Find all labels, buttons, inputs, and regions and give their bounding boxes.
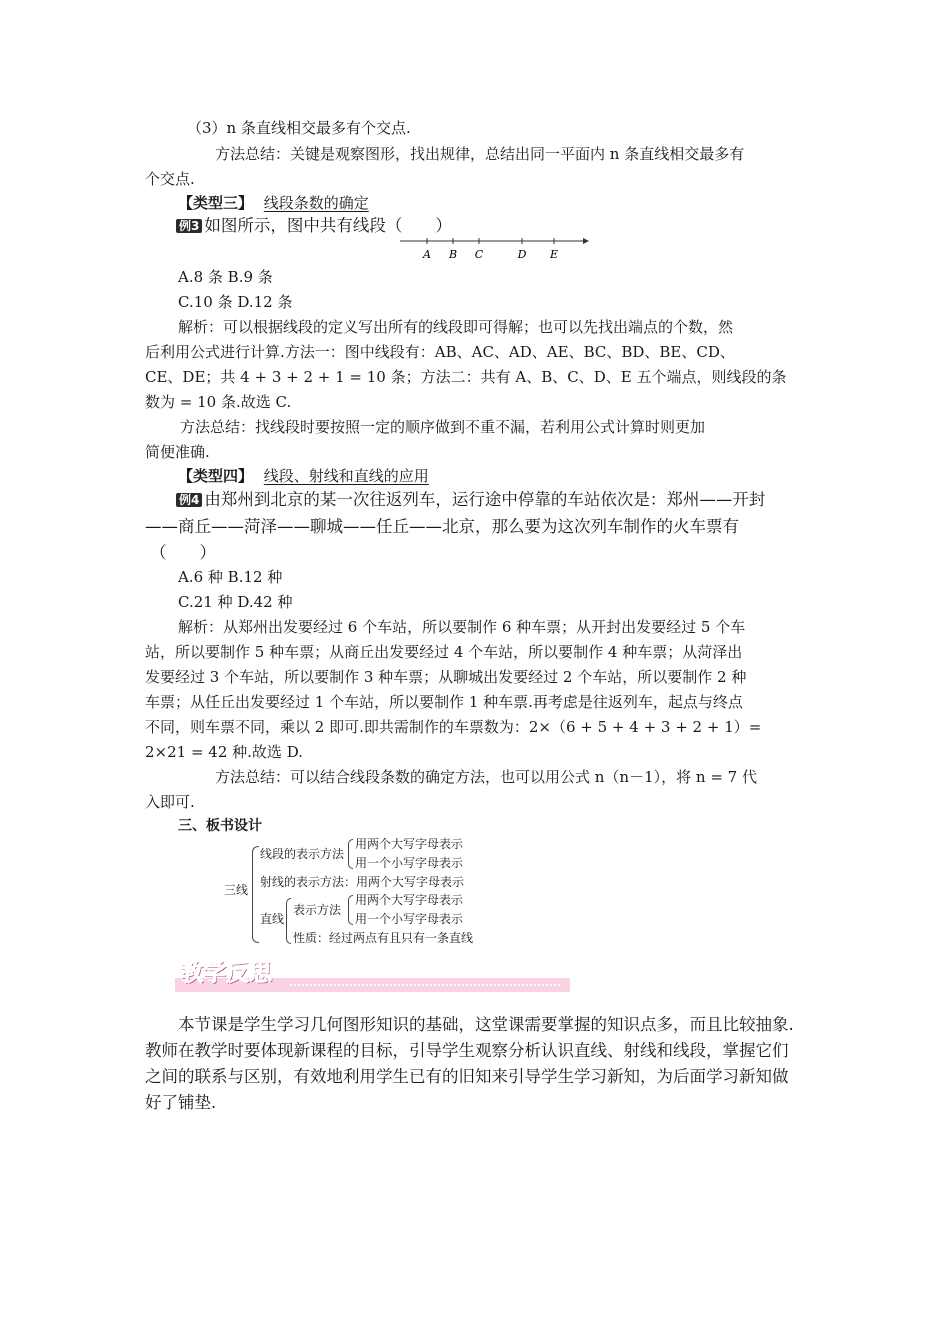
- tree-seg-b: 用一个小写字母表示: [355, 856, 464, 870]
- brace-icon: [348, 839, 353, 869]
- segment-figure: [395, 234, 595, 264]
- method-summary: 方法总结：关键是观察图形，找出规律，总结出同一平面内 n 条直线相交最多有: [215, 145, 745, 163]
- type-title: 线段条数的确定: [263, 194, 369, 212]
- label-a: A: [423, 248, 431, 261]
- example-text: 由郑州到北京的某一次往返列车，运行途中停靠的车站依次是：郑州——开封: [204, 490, 766, 509]
- tree-root: 三线: [224, 883, 249, 897]
- analysis: 数为 = 10 条.故选 C.: [145, 393, 292, 411]
- analysis: 解析：可以根据线段的定义写出所有的线段即可得解；也可以先找出端点的个数，然: [178, 318, 734, 336]
- analysis: 后利用公式进行计算.方法一：图中线段有：AB、AC、AD、AE、BC、BD、BE、CD、: [145, 343, 735, 361]
- tree-ray: 射线的表示方法：用两个大写字母表示: [260, 875, 465, 889]
- tree-seg: 线段的表示方法: [260, 847, 345, 861]
- text-line: （3）n 条直线相交最多有个交点.: [187, 119, 411, 137]
- method-summary: 方法总结：可以结合线段条数的确定方法，也可以用公式 n（n－1），将 n = 7 代: [215, 768, 757, 786]
- analysis: 车票；从任丘出发要经过 1 个车站，所以要制作 1 种车票.再考虑是往返列车，起点与终点: [145, 693, 743, 711]
- analysis: 解析：从郑州出发要经过 6 个车站，所以要制作 6 种车票；从开封出发要经过 5 个车: [178, 618, 746, 636]
- analysis: 站，所以要制作 5 种车票；从商丘出发要经过 4 个车站，所以要制作 4 种车票；从菏泽出: [145, 643, 743, 661]
- example-tag: 例4: [176, 493, 202, 507]
- method-summary: 入即可.: [145, 793, 195, 811]
- reflection-text: 教师在教学时要体现新课程的目标，引导学生观察分析认识直线、射线和线段，掌握它们: [145, 1041, 789, 1060]
- section-heading-type4: [178, 469, 429, 484]
- banner-title: 教学反思: [180, 960, 272, 986]
- reflection-text: 好了铺垫.: [145, 1093, 217, 1112]
- tree-line: 直线: [260, 912, 285, 926]
- example-text: （ ）: [150, 543, 216, 562]
- example-3: [176, 218, 452, 235]
- label-c: C: [474, 248, 484, 261]
- board-title: 三、板书设计: [178, 818, 262, 834]
- tree-line-b: 用一个小写字母表示: [355, 912, 464, 926]
- reflection-text: 本节课是学生学习几何图形知识的基础，这堂课需要掌握的知识点多，而且比较抽象.: [178, 1015, 794, 1034]
- option-line: C.21 种 D.42 种: [178, 593, 293, 611]
- label-e: E: [549, 248, 559, 261]
- brace-icon: [286, 898, 291, 944]
- section-heading-type3: [178, 196, 369, 211]
- type-bracket: 【类型三】: [178, 194, 254, 212]
- tree-line-rep: 表示方法: [293, 903, 342, 917]
- brace-icon: [252, 846, 259, 943]
- tree-line-prop: 性质：经过两点有且只有一条直线: [293, 931, 474, 945]
- example-text: 如图所示，图中共有线段（ ）: [204, 216, 452, 235]
- brace-icon: [348, 895, 353, 925]
- label-b: B: [448, 248, 458, 261]
- banner-dots: [290, 984, 560, 986]
- option-line: A.6 种 B.12 种: [178, 568, 283, 586]
- arrow-icon: [583, 238, 589, 244]
- tree-line-a: 用两个大写字母表示: [355, 893, 464, 907]
- analysis: 发要经过 3 个车站，所以要制作 3 种车票；从聊城出发要经过 2 个车站，所以要制作 2 种: [145, 668, 747, 686]
- option-line: C.10 条 D.12 条: [178, 293, 293, 311]
- text-line: 个交点.: [145, 170, 195, 188]
- option-line: A.8 条 B.9 条: [178, 268, 273, 286]
- analysis: CE、DE；共 4 + 3 + 2 + 1 = 10 条；方法二：共有 A、B、C、D、E 五个端点，则线段的条: [145, 368, 787, 386]
- analysis: 不同，则车票不同，乘以 2 即可.即共需制作的车票数为：2×（6 + 5 + 4 + 3 + 2 + 1）=: [145, 718, 762, 736]
- reflection-text: 之间的联系与区别，有效地利用学生已有的旧知来引导学生学习新知，为后面学习新知做: [145, 1067, 789, 1086]
- type-bracket: 【类型四】: [178, 467, 254, 485]
- type-title: 线段、射线和直线的应用: [263, 467, 429, 485]
- example-4: [176, 492, 765, 509]
- example-tag: 例3: [176, 219, 202, 233]
- method-summary: 简便准确.: [145, 443, 210, 461]
- tree-seg-a: 用两个大写字母表示: [355, 837, 464, 851]
- label-d: D: [517, 248, 527, 261]
- method-summary: 方法总结：找线段时要按照一定的顺序做到不重不漏，若利用公式计算时则更加: [180, 418, 706, 436]
- analysis: 2×21 = 42 种.故选 D.: [145, 743, 303, 761]
- example-text: ——商丘——菏泽——聊城——任丘——北京，那么要为这次列车制作的火车票有: [145, 517, 739, 536]
